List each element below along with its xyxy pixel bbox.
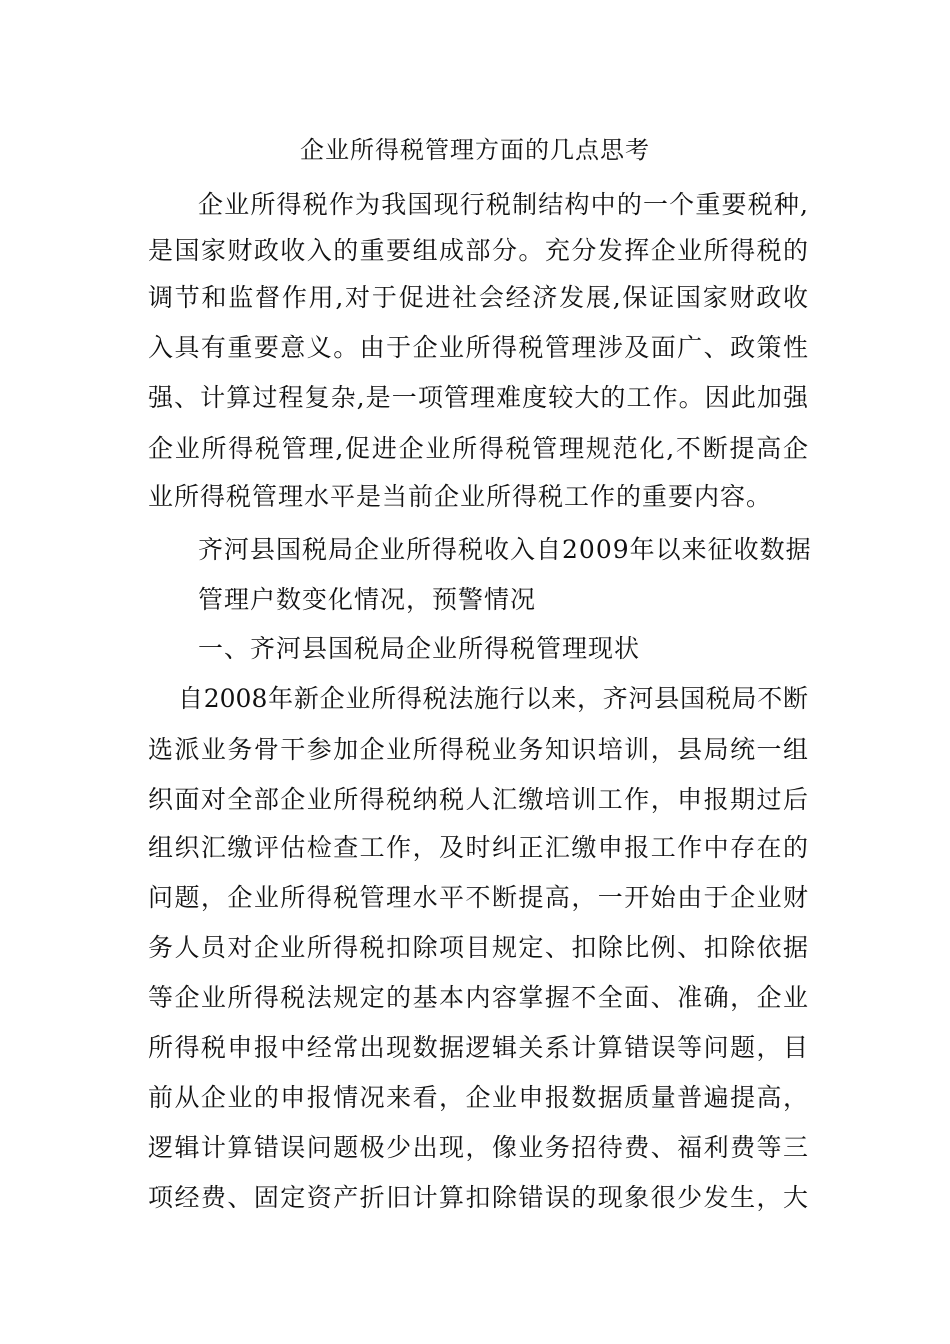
document-title: 企业所得税管理方面的几点思考 [300,136,650,164]
paragraph-line: 等企业所得税法规定的基本内容掌握不全面、准确，企业 [148,983,808,1012]
paragraph-line: 问题，企业所得税管理水平不断提高，一开始由于企业财 [148,883,808,912]
section-heading: 一、齐河县国税局企业所得税管理现状 [198,634,641,663]
paragraph-line: 管理户数变化情况，预警情况 [198,585,537,614]
paragraph-line: 企业所得税作为我国现行税制结构中的一个重要税种, [198,190,808,219]
paragraph-line: 自2008年新企业所得税法施行以来，齐河县国税局不断 [178,684,808,713]
paragraph-line: 前从企业的申报情况来看，企业申报数据质量普遍提高， [148,1083,808,1112]
paragraph-line: 入具有重要意义。由于企业所得税管理涉及面广、政策性 [148,333,808,362]
paragraph-line: 项经费、固定资产折旧计算扣除错误的现象很少发生，大 [148,1183,808,1212]
paragraph-line: 选派业务骨干参加企业所得税业务知识培训，县局统一组 [148,735,808,764]
paragraph-line: 企业所得税管理,促进企业所得税管理规范化,不断提高企 [148,434,808,463]
paragraph-line: 调节和监督作用,对于促进社会经济发展,保证国家财政收 [148,283,808,312]
paragraph-line: 织面对全部企业所得税纳税人汇缴培训工作，申报期过后 [148,785,808,814]
paragraph-line: 务人员对企业所得税扣除项目规定、扣除比例、扣除依据 [148,933,808,962]
paragraph-line: 强、计算过程复杂,是一项管理难度较大的工作。因此加强 [148,383,808,412]
paragraph-line: 业所得税管理水平是当前企业所得税工作的重要内容。 [148,482,773,511]
paragraph-line: 逻辑计算错误问题极少出现，像业务招待费、福利费等三 [148,1133,808,1162]
paragraph-line: 齐河县国税局企业所得税收入自2009年以来征收数据 [198,535,812,564]
paragraph-line: 所得税申报中经常出现数据逻辑关系计算错误等问题，目 [148,1033,808,1062]
paragraph-line: 组织汇缴评估检查工作，及时纠正汇缴申报工作中存在的 [148,833,808,862]
paragraph-line: 是国家财政收入的重要组成部分。充分发挥企业所得税的 [148,236,808,265]
